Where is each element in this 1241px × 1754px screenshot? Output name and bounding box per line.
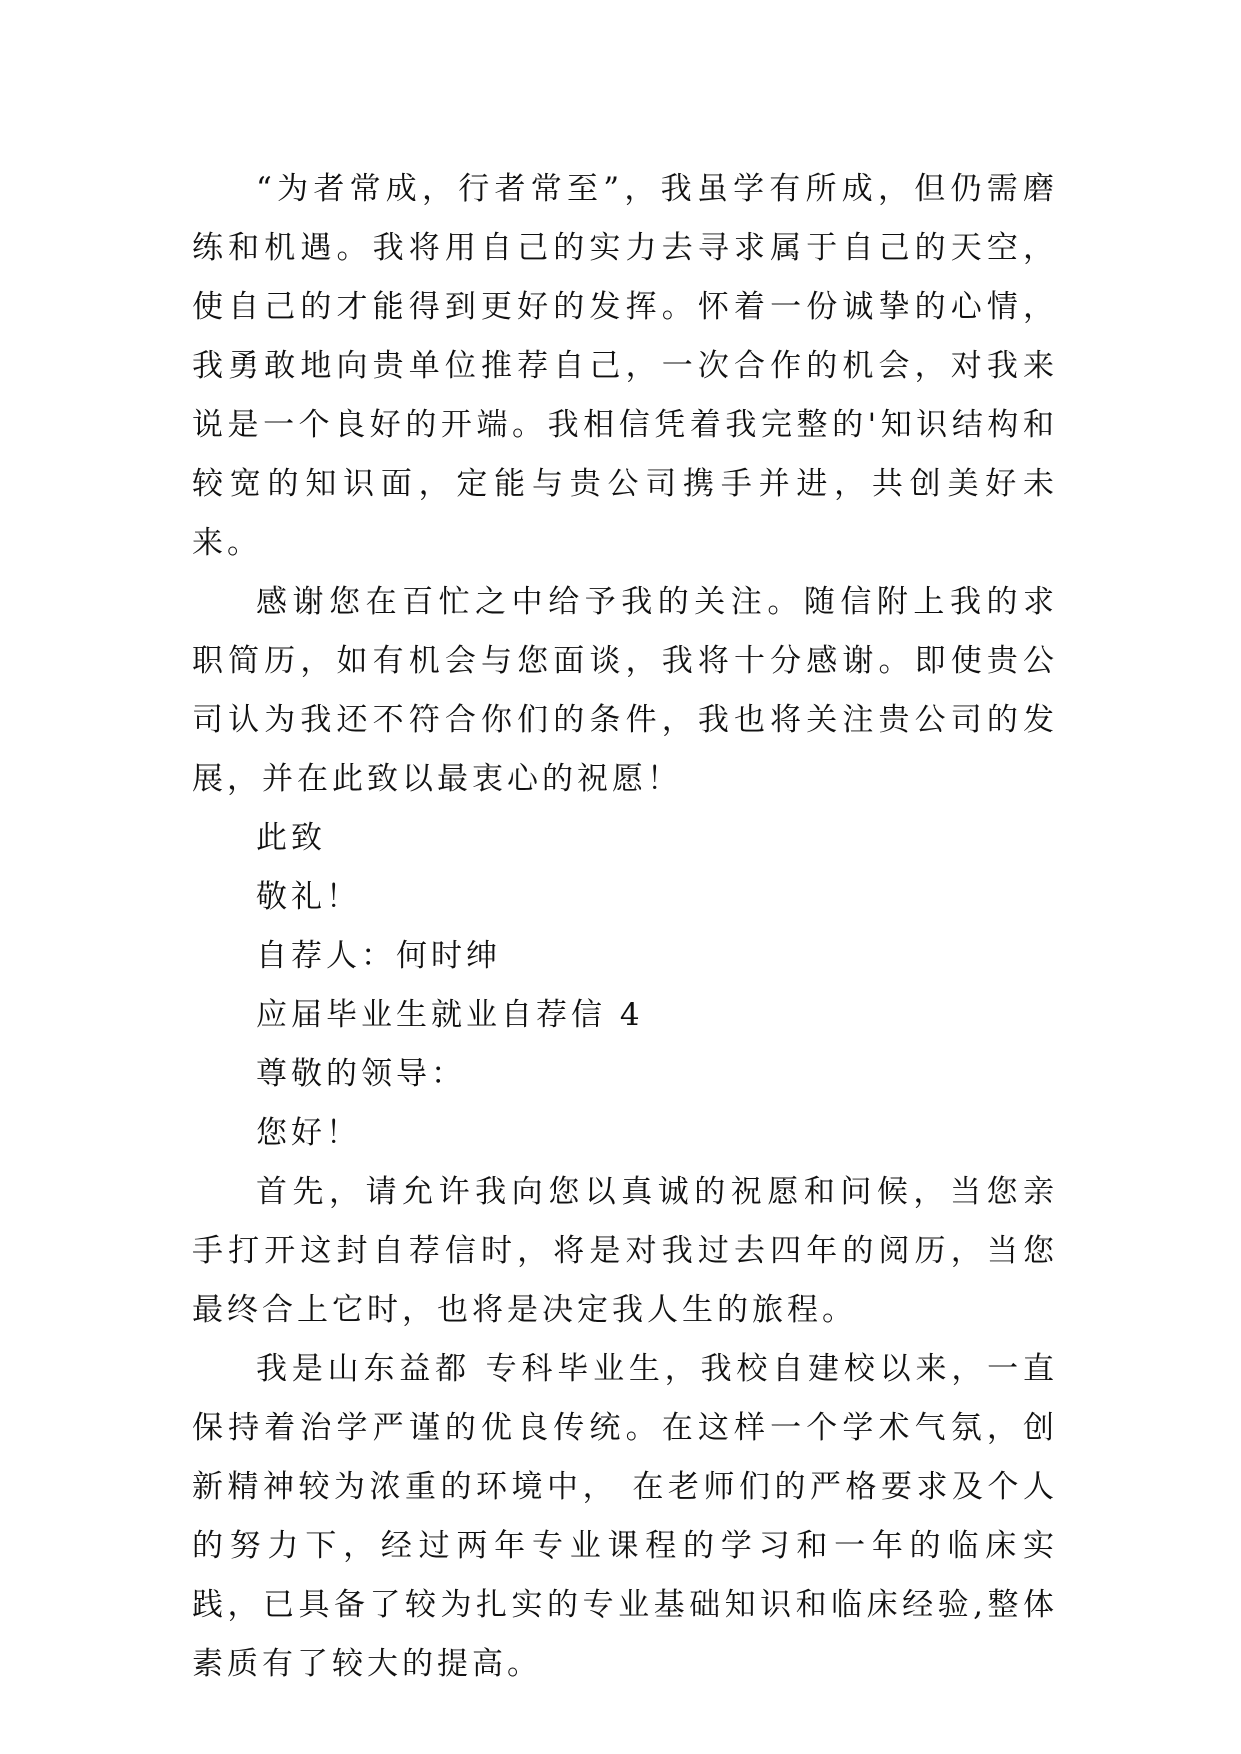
greeting-line: 您好！ bbox=[256, 1115, 361, 1151]
letter-body bbox=[192, 160, 1058, 1694]
salutation-line: 尊敬的领导： bbox=[256, 1056, 466, 1092]
signature-line: 自荐人：何时绅 bbox=[256, 938, 501, 974]
paragraph-thanks: 感谢您在百忙之中给予我的关注。随信附上我的求职简历，如有机会与您面谈，我将十分感谢。即使贵公司认为我还不符合你们的条件，我也将关注贵公司的发展，并在此致以最衷心的祝愿！ bbox=[192, 584, 1058, 797]
paragraph-closing-statement: “为者常成，行者常至”，我虽学有所成，但仍需磨练和机遇。我将用自己的实力去寻求属于自己的天空，使自己的才能得到更好的发挥。怀着一份诚挚的心情，我勇敢地向贵单位推荐自己，一次合作的机会，对我来说是一个良好的开端。我相信凭着我完整的'知识结构和较宽的知识面，定能与贵公司携手并进，共创美好未来。 bbox=[192, 171, 1058, 561]
paragraph-school-background: 我是山东益都 专科毕业生，我校自建校以来，一直保持着治学严谨的优良传统。在这样一个学术气氛，创新精神较为浓重的环境中， 在老师们的严格要求及个人的努力下，经过两年专业课程的学习和一年的临床实践，已具备了较为扎实的专业基础知识和临床经验,整体素质有了较大的提高。 bbox=[192, 1351, 1058, 1682]
letter-title: 应届毕业生就业自荐信 4 bbox=[256, 997, 644, 1033]
closing-line-1: 此致 bbox=[256, 820, 326, 856]
paragraph-introduction: 首先，请允许我向您以真诚的祝愿和问候，当您亲手打开这封自荐信时，将是对我过去四年的阅历，当您最终合上它时，也将是决定我人生的旅程。 bbox=[192, 1174, 1058, 1328]
closing-line-2: 敬礼！ bbox=[256, 879, 361, 915]
